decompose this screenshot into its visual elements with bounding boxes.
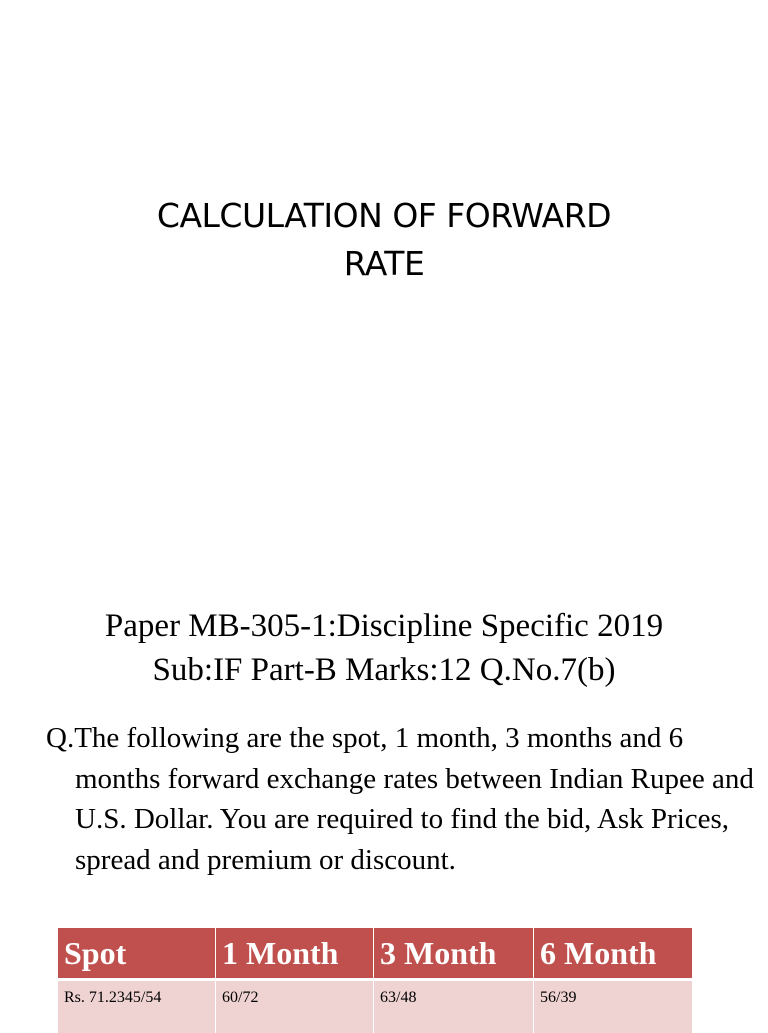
header-6-month: 6 Month <box>534 928 692 981</box>
header-1-month: 1 Month <box>216 928 374 981</box>
header-3-month: 3 Month <box>374 928 534 981</box>
cell-spot: Rs. 71.2345/54 <box>58 981 216 1033</box>
table-header-row <box>58 928 692 981</box>
paper-info-line-2: Sub:IF Part-B Marks:12 Q.No.7(b) <box>152 652 616 688</box>
header-spot: Spot <box>58 928 216 981</box>
slide-title <box>64 192 704 288</box>
cell-1-month: 60/72 <box>216 981 374 1033</box>
table-row <box>58 981 692 1033</box>
slide-title-line-1: CALCULATION OF FORWARD <box>156 196 612 235</box>
paper-info <box>20 604 748 692</box>
slide-title-line-2: RATE <box>343 244 425 283</box>
paper-info-line-1: Paper MB-305-1:Discipline Specific 2019 <box>104 608 664 644</box>
cell-6-month: 56/39 <box>534 981 692 1033</box>
question-text: Q.The following are the spot, 1 month, 3 months and 6 months forward exchange rates between Indian Rupee and U.S. Dollar. You are required to find the bid, Ask Prices, spread and premium or discount. <box>46 722 754 876</box>
cell-3-month: 63/48 <box>374 981 534 1033</box>
exchange-rates-table <box>58 928 692 1033</box>
